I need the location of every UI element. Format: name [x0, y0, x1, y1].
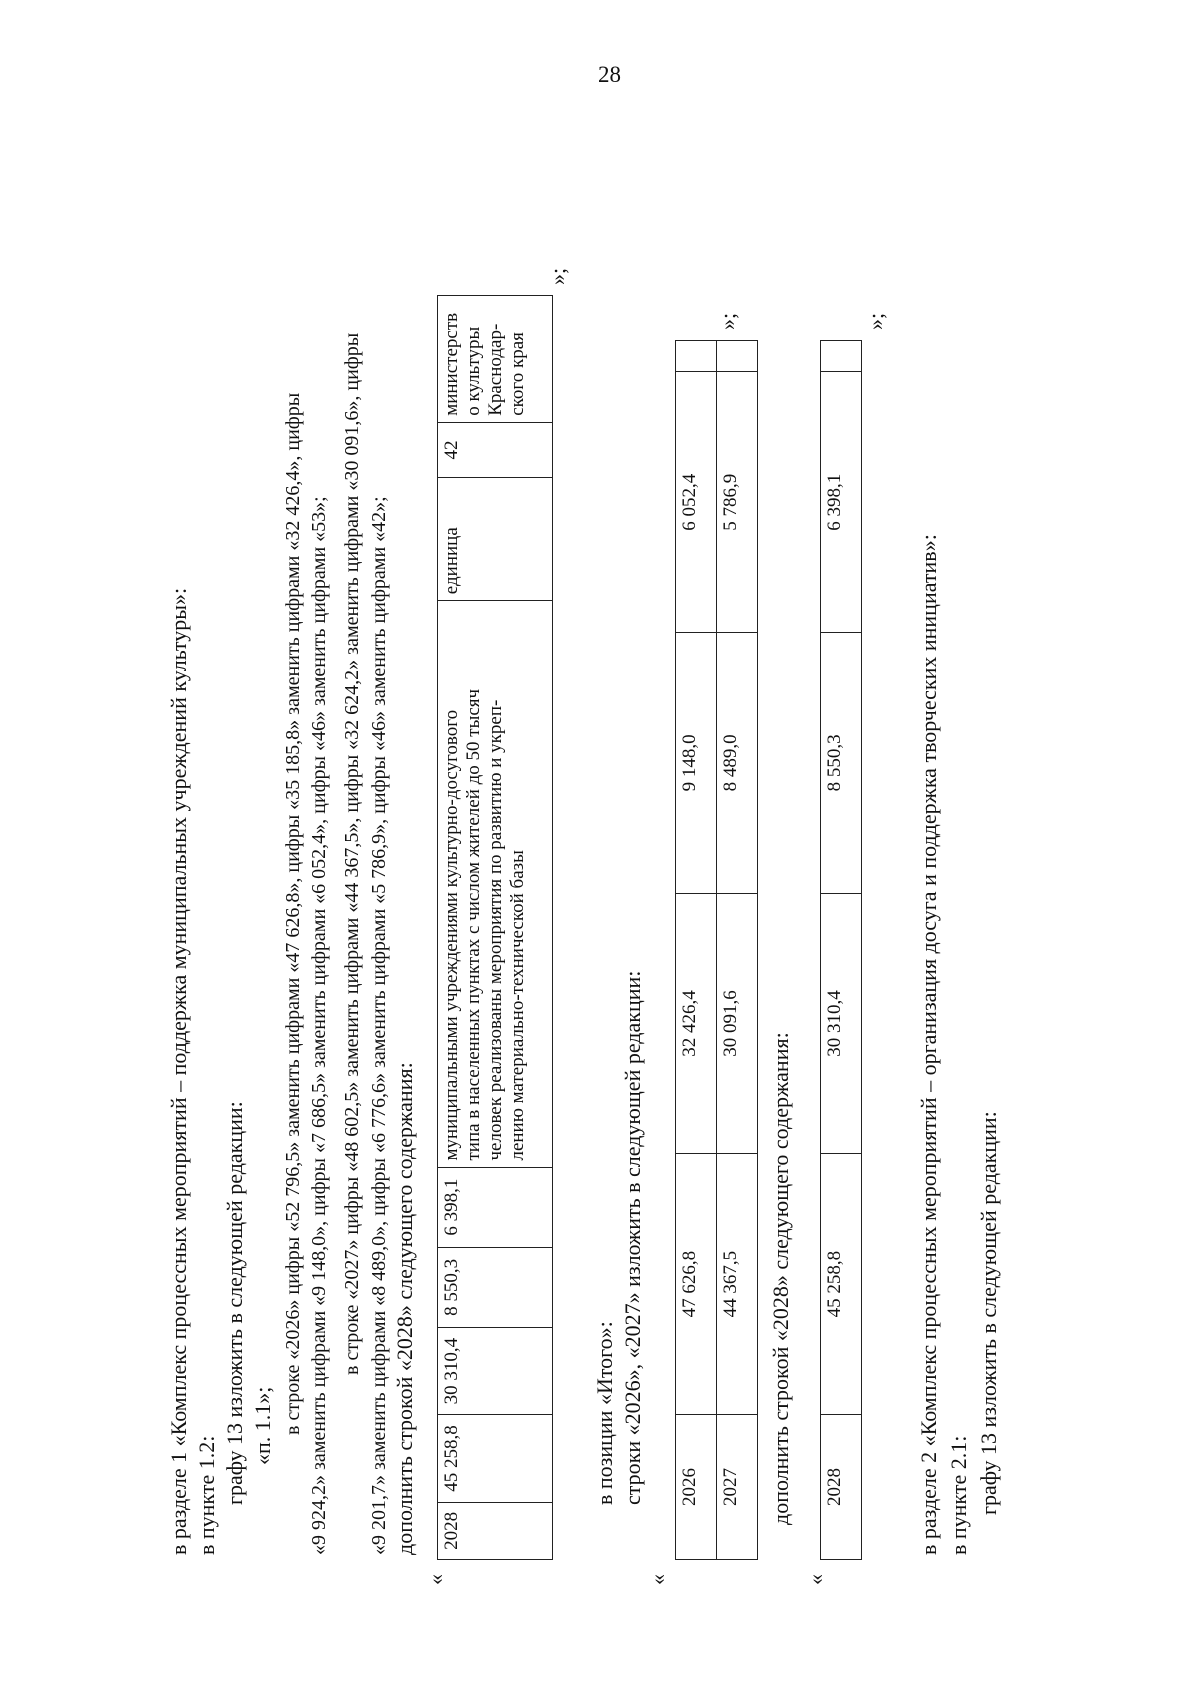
- t2-r2-v3: 8 489,0: [717, 633, 758, 894]
- section2-line-2: в пункте 2.1:: [946, 1435, 971, 1555]
- intro-line-6: «9 924,2» заменить цифрами «9 148,0», цифры «7 686,5» заменить цифрами «6 052,4», цифры «46» заменить цифрами «53»;: [308, 496, 330, 1555]
- table2-close-quote: »;: [715, 312, 740, 330]
- intro-line-7: в строке «2027» цифры «48 602,5» заменить цифрами «44 367,5», цифры «32 624,2» заменить цифрами «30 091,6», цифры: [341, 332, 363, 1375]
- rotated-content: [155, 155, 1135, 1585]
- t2-r1-empty: [676, 341, 717, 372]
- t1-v1: 45 258,8: [438, 1415, 553, 1502]
- t1-desc-line-4: лению материально-технической базы: [507, 850, 528, 1161]
- t1-v3: 8 550,3: [438, 1247, 553, 1327]
- intro-line-2: в пункте 1.2:: [194, 1435, 219, 1555]
- t1-desc-line-1: муниципальными учреждениями культурно-досугового: [441, 709, 462, 1161]
- t1-count: 42: [438, 422, 553, 477]
- t2-r2-v2: 30 091,6: [717, 893, 758, 1154]
- t2-r2-empty: [717, 341, 758, 372]
- t1-desc-line-3: человек реализованы мероприятия по развитию и укреп-: [485, 699, 506, 1161]
- t1-v4: 6 398,1: [438, 1167, 553, 1247]
- t3-year: 2028: [821, 1414, 862, 1559]
- section2-line-3: графу 13 изложить в следующей редакции:: [976, 1111, 1001, 1515]
- table-row: [821, 341, 862, 1560]
- intro-line-9: дополнить строкой «2028» следующего содержания:: [392, 1062, 417, 1555]
- table-row: [717, 341, 758, 1560]
- t3-empty: [821, 341, 862, 372]
- itogo-line-1: в позиции «Итого»:: [592, 1321, 617, 1505]
- t1-org-line-4: ского края: [507, 332, 528, 416]
- t1-org-line-3: Краснодар-: [485, 323, 506, 416]
- table-row: [676, 341, 717, 1560]
- t1-v2: 30 310,4: [438, 1327, 553, 1414]
- t1-desc-line-2: типа в населенных пунктах с числом жителей до 50 тысяч: [463, 688, 484, 1161]
- t3-v2: 30 310,4: [821, 893, 862, 1154]
- add-line: дополнить строкой «2028» следующего содержания:: [768, 1032, 793, 1525]
- table1-open-quote: «: [423, 1574, 448, 1585]
- t3-v4: 6 398,1: [821, 372, 862, 633]
- t3-v1: 45 258,8: [821, 1154, 862, 1415]
- section2-line-1: в разделе 2 «Комплекс процессных мероприятий – организация досуга и поддержка творческих инициатив»:: [916, 534, 941, 1555]
- table3-open-quote: «: [803, 1574, 828, 1585]
- intro-line-4: «п. 1.1»;: [250, 1386, 275, 1465]
- intro-line-1: в разделе 1 «Комплекс процессных мероприятий – поддержка муниципальных учреждений культуры»:: [166, 587, 191, 1555]
- t1-unit: единица: [438, 478, 553, 601]
- table3: [820, 340, 862, 1560]
- t2-r2-v4: 5 786,9: [717, 372, 758, 633]
- t2-r2-year: 2027: [717, 1414, 758, 1559]
- intro-line-5: в строке «2026» цифры «52 796,5» заменить цифрами «47 626,8», цифры «35 185,8» заменить цифрами «32 426,4», цифры: [282, 392, 304, 1435]
- page-number: 28: [598, 62, 621, 87]
- t1-org: [438, 296, 553, 423]
- intro-line-3: графу 13 изложить в следующей редакции:: [222, 1101, 247, 1505]
- table1-close-quote: »;: [545, 267, 570, 285]
- table2: [675, 340, 758, 1560]
- table2-open-quote: «: [645, 1574, 670, 1585]
- t1-org-line-1: министерств: [441, 312, 462, 416]
- table3-close-quote: »;: [863, 312, 888, 330]
- t2-r1-v1: 47 626,8: [676, 1154, 717, 1415]
- t1-description: [438, 601, 553, 1167]
- table1: [437, 295, 553, 1560]
- t2-r1-v2: 32 426,4: [676, 893, 717, 1154]
- table-row: [438, 296, 553, 1560]
- t2-r1-v4: 6 052,4: [676, 372, 717, 633]
- t3-v3: 8 550,3: [821, 633, 862, 894]
- itogo-line-2: строки «2026», «2027» изложить в следующей редакции:: [620, 970, 645, 1505]
- t2-r1-v3: 9 148,0: [676, 633, 717, 894]
- t2-r1-year: 2026: [676, 1414, 717, 1559]
- t2-r2-v1: 44 367,5: [717, 1154, 758, 1415]
- t1-org-line-2: о культуры: [463, 326, 484, 416]
- intro-line-8: «9 201,7» заменить цифрами «8 489,0», цифры «6 776,6» заменить цифрами «5 786,9», цифры «46» заменить цифрами «42»;: [368, 496, 390, 1555]
- t1-year: 2028: [438, 1502, 553, 1559]
